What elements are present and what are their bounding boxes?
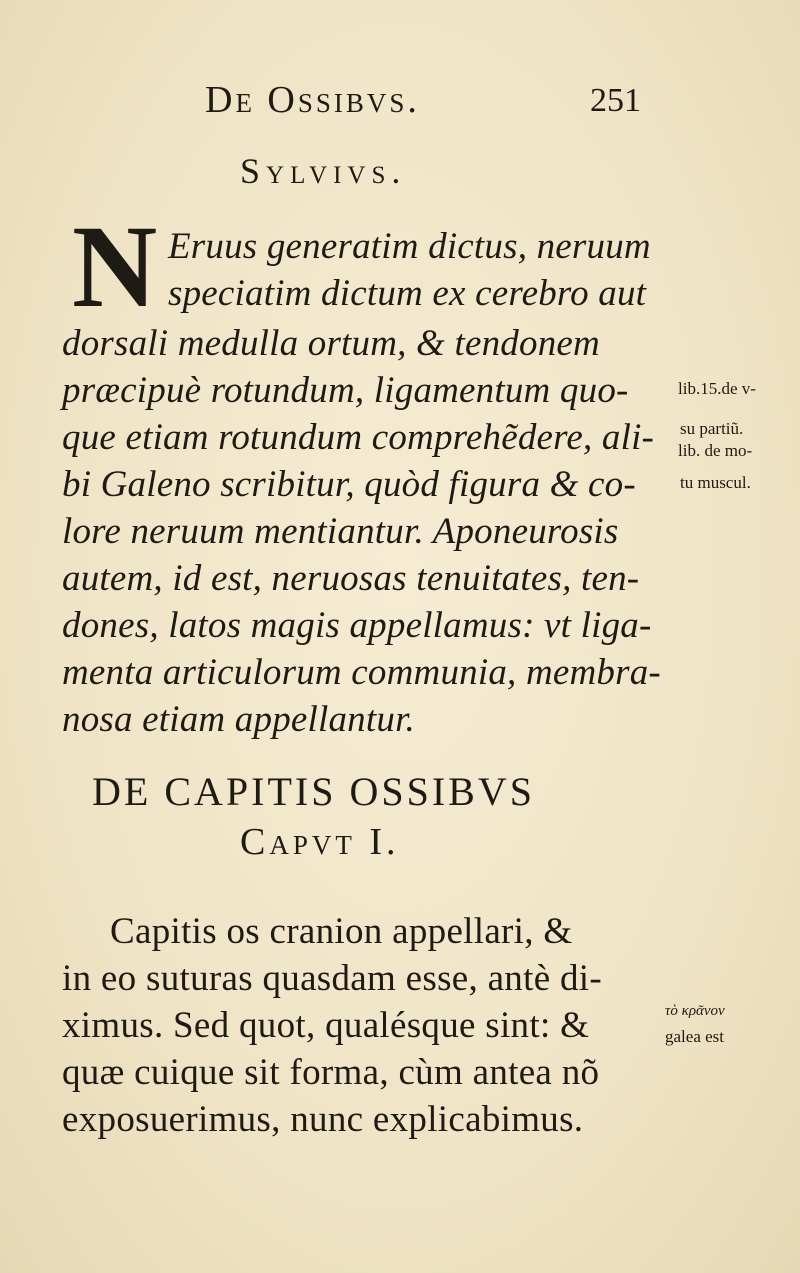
text-line: que etiam rotundum comprehẽdere, ali- (62, 417, 655, 458)
author-heading: Sylvivs. (240, 151, 407, 191)
text-line: lore neruum mentiantur. Aponeurosis (62, 511, 619, 552)
margin-note-line: su partiũ. (680, 419, 744, 438)
text-line: menta articulorum communia, membra- (62, 652, 661, 693)
running-header: De Ossibvs. (205, 79, 420, 121)
chapter-subtitle: Capvt I. (240, 821, 400, 863)
text-line: autem, id est, neruosas tenuitates, ten- (62, 558, 640, 599)
text-line: præcipuè rotundum, ligamentum quo- (62, 370, 629, 411)
margin-note-line: lib.15.de v- (678, 379, 756, 398)
drop-cap: N (72, 201, 158, 332)
text-line: Capitis os cranion appellari, & (110, 911, 573, 952)
margin-note-line: galea est (665, 1027, 724, 1046)
chapter-title: DE CAPITIS OSSIBVS (92, 769, 535, 814)
text-line: nosa etiam appellantur. (62, 699, 416, 740)
text-line: speciatim dictum ex cerebro aut (168, 273, 647, 314)
page-number: 251 (590, 82, 641, 119)
text-line: dorsali medulla ortum, & tendonem (62, 323, 600, 364)
text-line: in eo suturas quasdam esse, antè di- (62, 958, 602, 999)
margin-note-line: τὸ κρᾶνον (665, 1003, 725, 1019)
text-line: ximus. Sed quot, qualésque sint: & (62, 1005, 590, 1046)
text-line: quæ cuique sit forma, cùm antea nõ (62, 1052, 600, 1093)
text-line: dones, latos magis appellamus: vt liga- (62, 605, 652, 646)
text-line: Eruus generatim dictus, neruum (168, 226, 651, 267)
text-line: exposuerimus, nunc explicabimus. (62, 1099, 584, 1140)
margin-note-line: lib. de mo- (678, 441, 753, 460)
margin-note-line: tu muscul. (680, 473, 751, 492)
text-line: bi Galeno scribitur, quòd figura & co- (62, 464, 636, 505)
